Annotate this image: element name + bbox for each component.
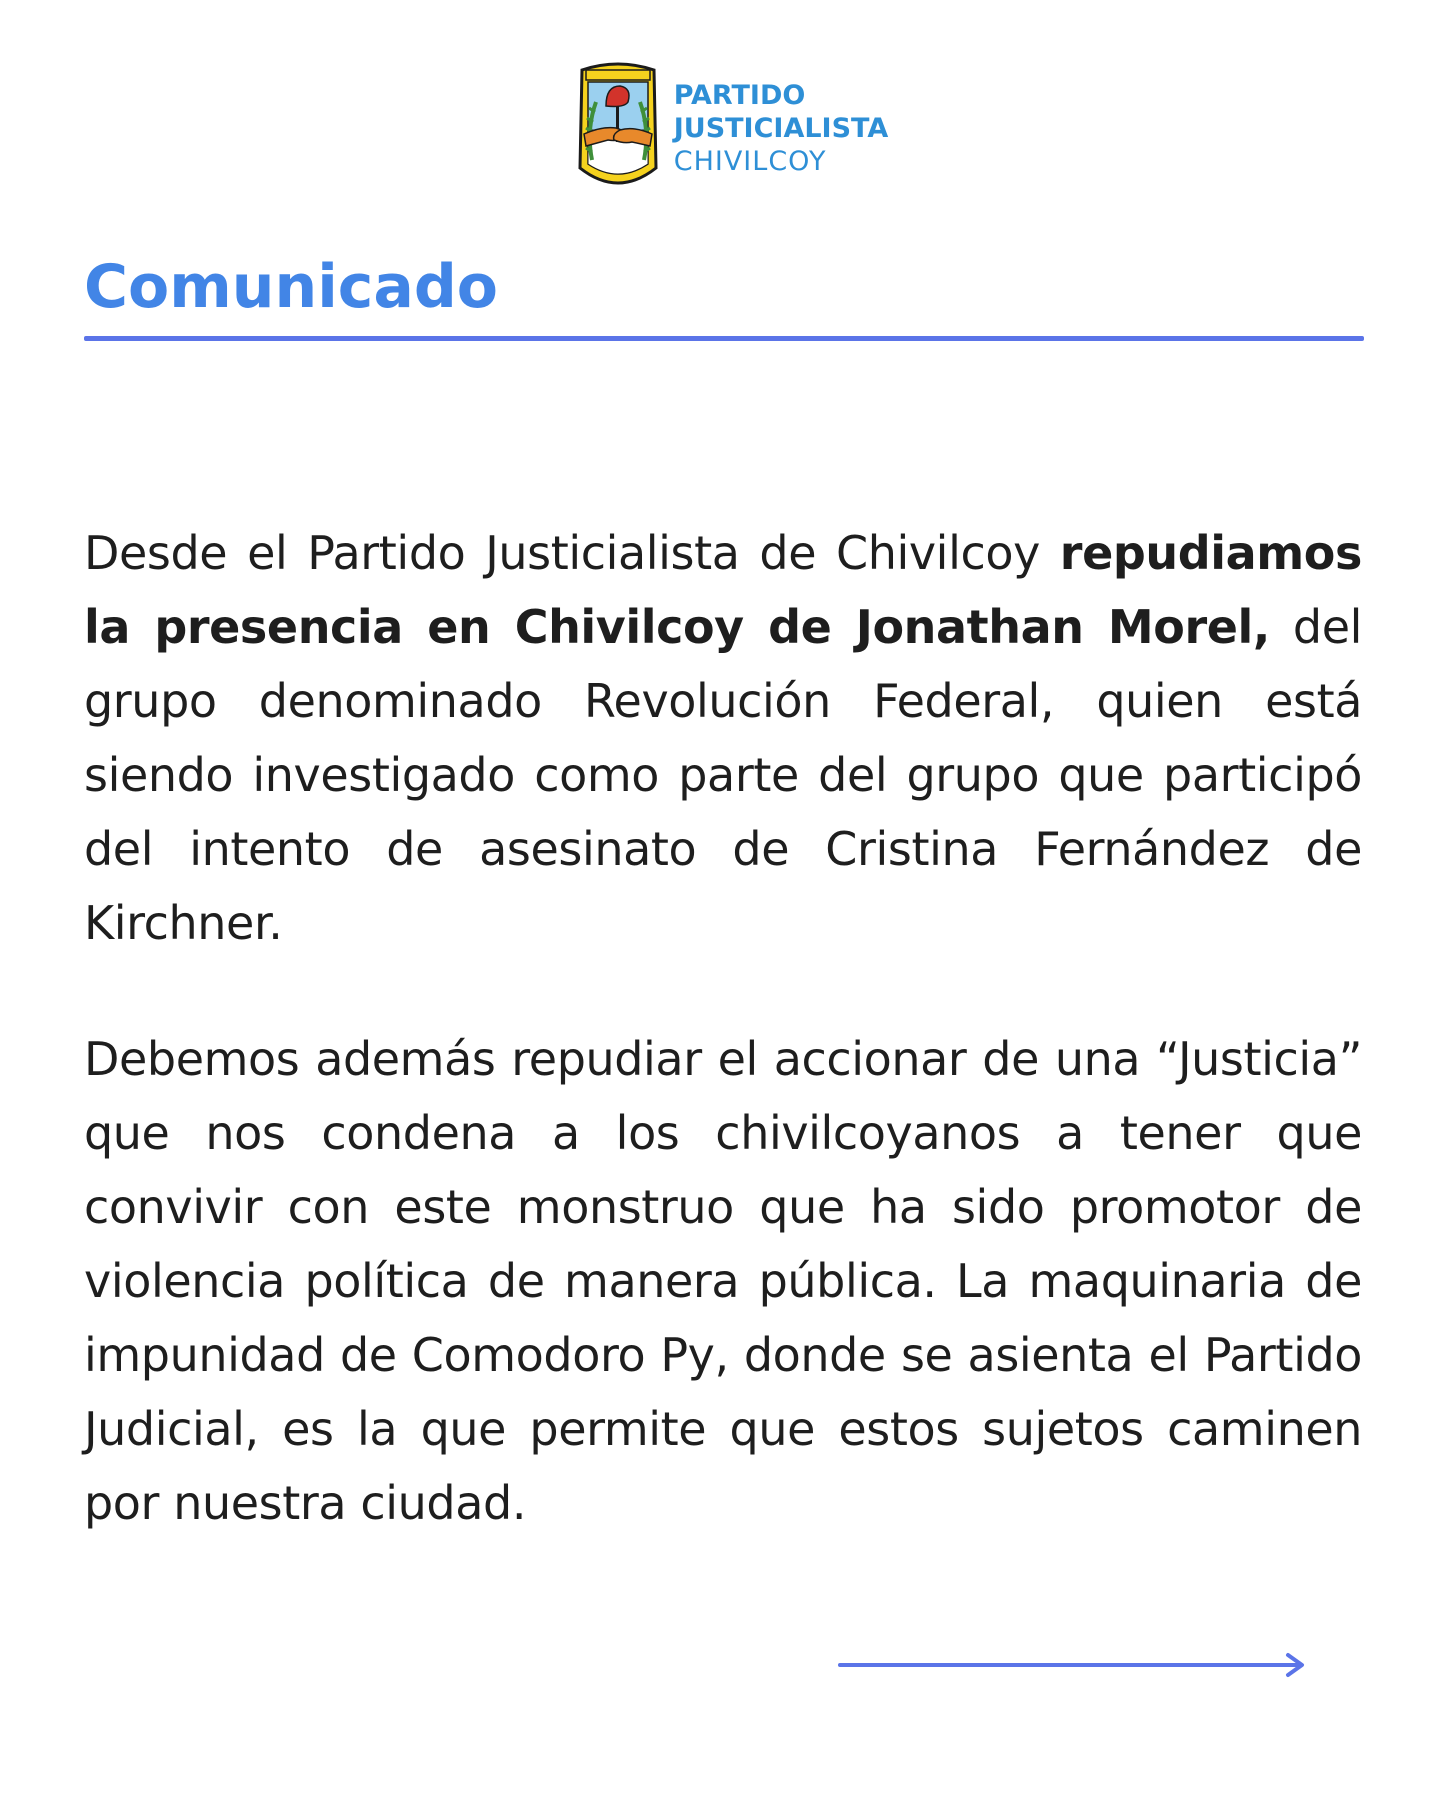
paragraph-1 [84,516,1362,960]
logo-wordmark [673,79,889,177]
paragraph-1-bold: repudiamos la presencia en Chivilcoy de Jonathan Morel, [84,526,1362,654]
page-title: Comunicado [84,252,498,322]
logo-line-partido: PARTIDO [673,79,806,111]
paragraph-1-rest: del grupo denominado Revolución Federal, quien está siendo investigado como parte del grupo que participó del intento de asesinato de Cristina Fernández de Kirchner. [84,600,1362,950]
title-underline [84,336,1364,341]
logo-line-chivilcoy: CHIVILCOY [673,145,827,177]
header [0,56,1440,196]
pj-shield-emblem-icon [572,60,664,192]
logo-line-justicialista: JUSTICIALISTA [673,112,889,144]
party-logo [572,60,889,192]
paragraph-2: Debemos además repudiar el accionar de una “Justicia” que nos condena a los chivilcoyanos a tener que convivir con este monstruo que ha sido promotor de violencia política de manera pública. La maquinaria de impunidad de Comodoro Py, donde se asienta el Partido Judicial, es la que permite que estos sujetos caminen por nuestra ciudad. [84,1032,1362,1530]
paragraph-1-lead: Desde el Partido Justicialista de Chivilcoy [84,526,1060,580]
arrow-right-icon[interactable] [838,1650,1308,1680]
